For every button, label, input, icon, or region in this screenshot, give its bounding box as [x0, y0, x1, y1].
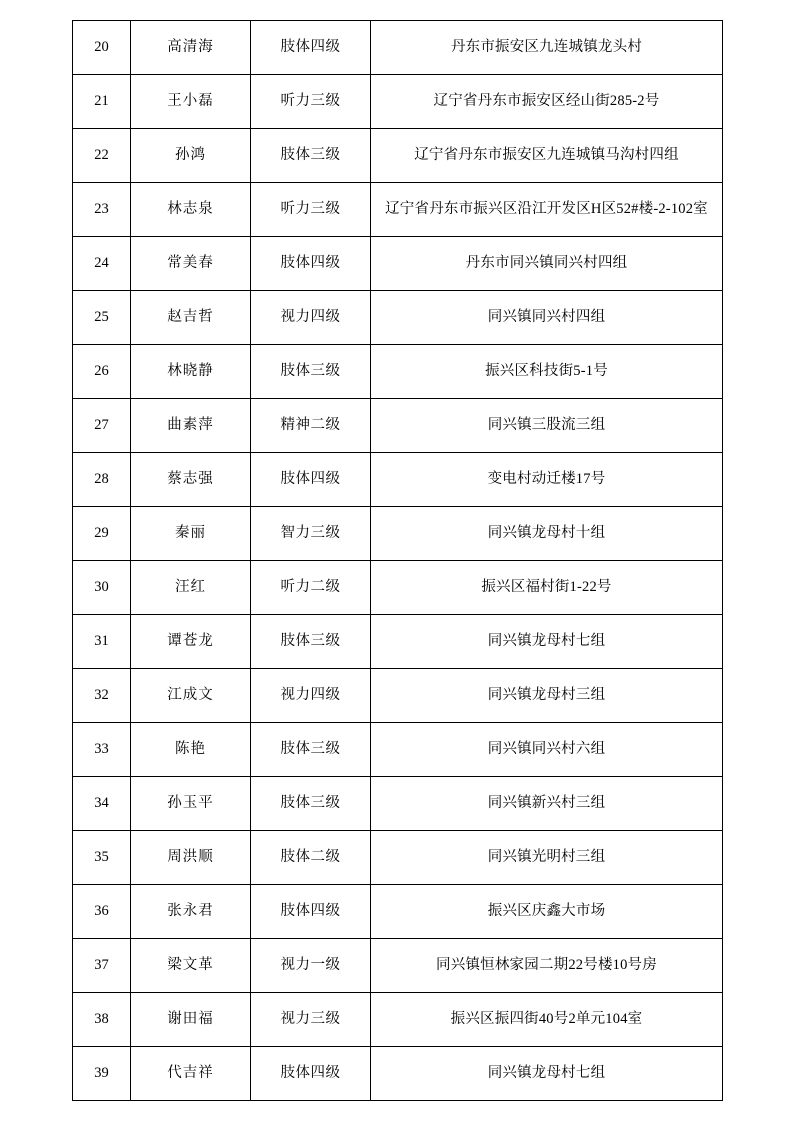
row-index-cell: 28	[73, 453, 131, 507]
row-address-cell: 辽宁省丹东市振安区九连城镇马沟村四组	[371, 129, 723, 183]
row-category-cell: 听力二级	[251, 561, 371, 615]
row-index-cell: 23	[73, 183, 131, 237]
row-address-cell: 同兴镇龙母村十组	[371, 507, 723, 561]
row-name-cell: 谢田福	[131, 993, 251, 1047]
row-address-cell: 同兴镇同兴村六组	[371, 723, 723, 777]
row-address-cell: 变电村动迁楼17号	[371, 453, 723, 507]
row-index-cell: 24	[73, 237, 131, 291]
row-address-cell: 丹东市同兴镇同兴村四组	[371, 237, 723, 291]
row-address-cell: 辽宁省丹东市振兴区沿江开发区H区52#楼-2-102室	[371, 183, 723, 237]
table-row	[73, 75, 723, 129]
row-index-cell: 29	[73, 507, 131, 561]
table-row	[73, 939, 723, 993]
row-category-cell: 听力三级	[251, 183, 371, 237]
row-name-cell: 蔡志强	[131, 453, 251, 507]
row-address-cell: 辽宁省丹东市振安区经山街285-2号	[371, 75, 723, 129]
row-index-cell: 38	[73, 993, 131, 1047]
row-address-cell: 同兴镇同兴村四组	[371, 291, 723, 345]
table-row	[73, 831, 723, 885]
row-index-cell: 30	[73, 561, 131, 615]
row-name-cell: 梁文革	[131, 939, 251, 993]
row-address-cell: 丹东市振安区九连城镇龙头村	[371, 21, 723, 75]
row-name-cell: 曲素萍	[131, 399, 251, 453]
row-address-cell: 振兴区福村街1-22号	[371, 561, 723, 615]
row-address-cell: 振兴区科技街5-1号	[371, 345, 723, 399]
row-category-cell: 智力三级	[251, 507, 371, 561]
row-name-cell: 秦丽	[131, 507, 251, 561]
table-row	[73, 21, 723, 75]
row-category-cell: 肢体三级	[251, 129, 371, 183]
table-row	[73, 183, 723, 237]
row-address-cell: 振兴区振四街40号2单元104室	[371, 993, 723, 1047]
row-address-cell: 同兴镇新兴村三组	[371, 777, 723, 831]
row-index-cell: 35	[73, 831, 131, 885]
row-category-cell: 肢体三级	[251, 345, 371, 399]
row-category-cell: 听力三级	[251, 75, 371, 129]
row-name-cell: 周洪顺	[131, 831, 251, 885]
row-address-cell: 同兴镇龙母村三组	[371, 669, 723, 723]
table-row	[73, 669, 723, 723]
row-category-cell: 肢体三级	[251, 723, 371, 777]
table-row	[73, 291, 723, 345]
table-row	[73, 777, 723, 831]
row-name-cell: 代吉祥	[131, 1047, 251, 1101]
row-index-cell: 34	[73, 777, 131, 831]
row-category-cell: 视力四级	[251, 669, 371, 723]
row-category-cell: 肢体三级	[251, 615, 371, 669]
row-category-cell: 肢体四级	[251, 885, 371, 939]
row-category-cell: 视力四级	[251, 291, 371, 345]
row-index-cell: 27	[73, 399, 131, 453]
row-name-cell: 谭苍龙	[131, 615, 251, 669]
row-category-cell: 视力一级	[251, 939, 371, 993]
row-name-cell: 孙鸿	[131, 129, 251, 183]
row-address-cell: 同兴镇光明村三组	[371, 831, 723, 885]
row-category-cell: 肢体四级	[251, 453, 371, 507]
table-row	[73, 345, 723, 399]
row-name-cell: 林志泉	[131, 183, 251, 237]
table-row	[73, 507, 723, 561]
row-category-cell: 肢体四级	[251, 21, 371, 75]
row-index-cell: 21	[73, 75, 131, 129]
row-name-cell: 赵吉哲	[131, 291, 251, 345]
row-address-cell: 振兴区庆鑫大市场	[371, 885, 723, 939]
row-index-cell: 26	[73, 345, 131, 399]
row-name-cell: 常美春	[131, 237, 251, 291]
row-index-cell: 25	[73, 291, 131, 345]
row-name-cell: 高清海	[131, 21, 251, 75]
table-row	[73, 615, 723, 669]
table-row	[73, 993, 723, 1047]
table-row	[73, 723, 723, 777]
row-index-cell: 32	[73, 669, 131, 723]
table-row	[73, 399, 723, 453]
row-address-cell: 同兴镇三股流三组	[371, 399, 723, 453]
row-category-cell: 视力三级	[251, 993, 371, 1047]
row-name-cell: 江成文	[131, 669, 251, 723]
row-name-cell: 陈艳	[131, 723, 251, 777]
table-row	[73, 1047, 723, 1101]
row-index-cell: 39	[73, 1047, 131, 1101]
row-name-cell: 王小磊	[131, 75, 251, 129]
row-index-cell: 22	[73, 129, 131, 183]
row-index-cell: 37	[73, 939, 131, 993]
roster-table	[72, 20, 723, 1101]
row-category-cell: 肢体四级	[251, 1047, 371, 1101]
row-name-cell: 张永君	[131, 885, 251, 939]
row-address-cell: 同兴镇龙母村七组	[371, 615, 723, 669]
row-category-cell: 精神二级	[251, 399, 371, 453]
table-row	[73, 885, 723, 939]
row-index-cell: 20	[73, 21, 131, 75]
row-address-cell: 同兴镇龙母村七组	[371, 1047, 723, 1101]
table-row	[73, 561, 723, 615]
roster-table-body	[73, 21, 723, 1101]
row-index-cell: 36	[73, 885, 131, 939]
row-category-cell: 肢体二级	[251, 831, 371, 885]
table-row	[73, 129, 723, 183]
table-row	[73, 453, 723, 507]
row-category-cell: 肢体三级	[251, 777, 371, 831]
row-address-cell: 同兴镇恒林家园二期22号楼10号房	[371, 939, 723, 993]
table-row	[73, 237, 723, 291]
row-index-cell: 33	[73, 723, 131, 777]
row-name-cell: 汪红	[131, 561, 251, 615]
row-category-cell: 肢体四级	[251, 237, 371, 291]
row-name-cell: 孙玉平	[131, 777, 251, 831]
row-index-cell: 31	[73, 615, 131, 669]
row-name-cell: 林晓静	[131, 345, 251, 399]
